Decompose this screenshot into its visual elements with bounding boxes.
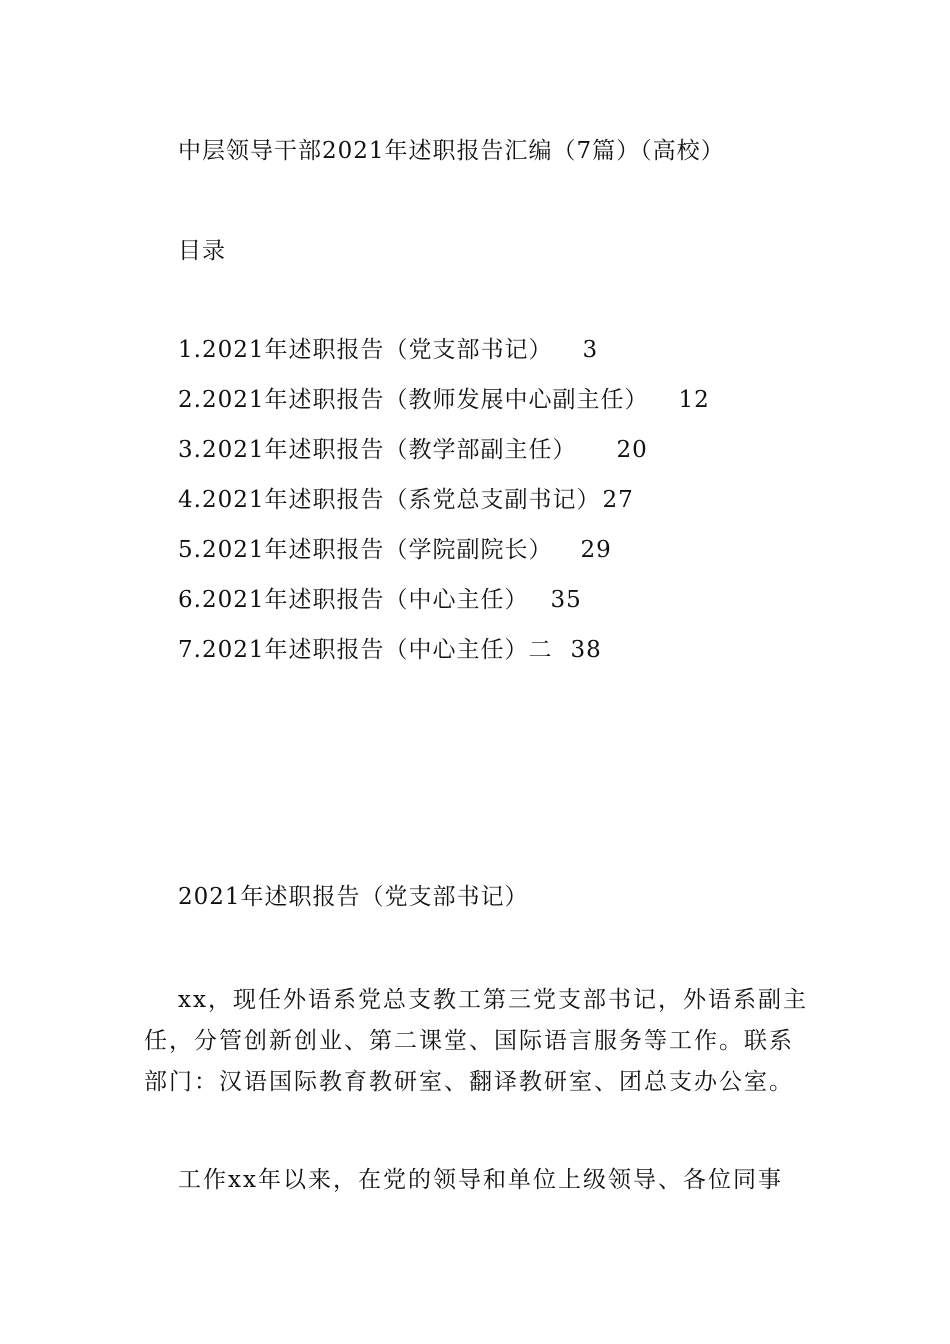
toc-item-page: 38: [570, 637, 602, 663]
toc-item-label: 5.2021年述职报告（学院副院长）: [178, 537, 553, 563]
toc-item-label: 2.2021年述职报告（教师发展中心副主任）: [178, 387, 649, 413]
toc-item-page: 12: [678, 387, 710, 413]
body-paragraph: 工作xx年以来，在党的领导和单位上级领导、各位同事: [178, 1167, 783, 1193]
body-paragraph: xx，现任外语系党总支教工第三党支部书记，外语系副主任，分管创新创业、第二课堂、国际语言服务等工作。联系部门：汉语国际教育教研室、翻译教研室、团总支办公室。: [144, 987, 808, 1095]
toc-item[interactable]: [178, 335, 710, 385]
toc-heading: 目录: [178, 238, 226, 264]
toc-item-page: 3: [582, 337, 599, 363]
toc-item[interactable]: [178, 635, 710, 685]
toc-item-label: 3.2021年述职报告（教学部副主任）: [178, 437, 577, 463]
toc-item-label: 1.2021年述职报告（党支部书记）: [178, 337, 553, 363]
toc-item[interactable]: [178, 385, 710, 435]
toc-item-label: 7.2021年述职报告（中心主任）二: [178, 637, 553, 663]
toc-item[interactable]: [178, 585, 710, 635]
toc-item[interactable]: [178, 435, 710, 485]
document-title: 中层领导干部2021年述职报告汇编（7篇）（高校）: [178, 138, 725, 164]
table-of-contents: [178, 335, 710, 685]
toc-item-label: 6.2021年述职报告（中心主任）: [178, 587, 529, 613]
toc-item[interactable]: [178, 485, 710, 535]
toc-item-page: 35: [550, 587, 582, 613]
toc-item-page: 29: [580, 537, 612, 563]
toc-item[interactable]: [178, 535, 710, 585]
toc-item-page: 20: [616, 437, 648, 463]
toc-item-page: 27: [602, 487, 634, 513]
toc-item-label: 4.2021年述职报告（系党总支副书记）: [178, 487, 601, 513]
section-title: 2021年述职报告（党支部书记）: [178, 884, 529, 910]
